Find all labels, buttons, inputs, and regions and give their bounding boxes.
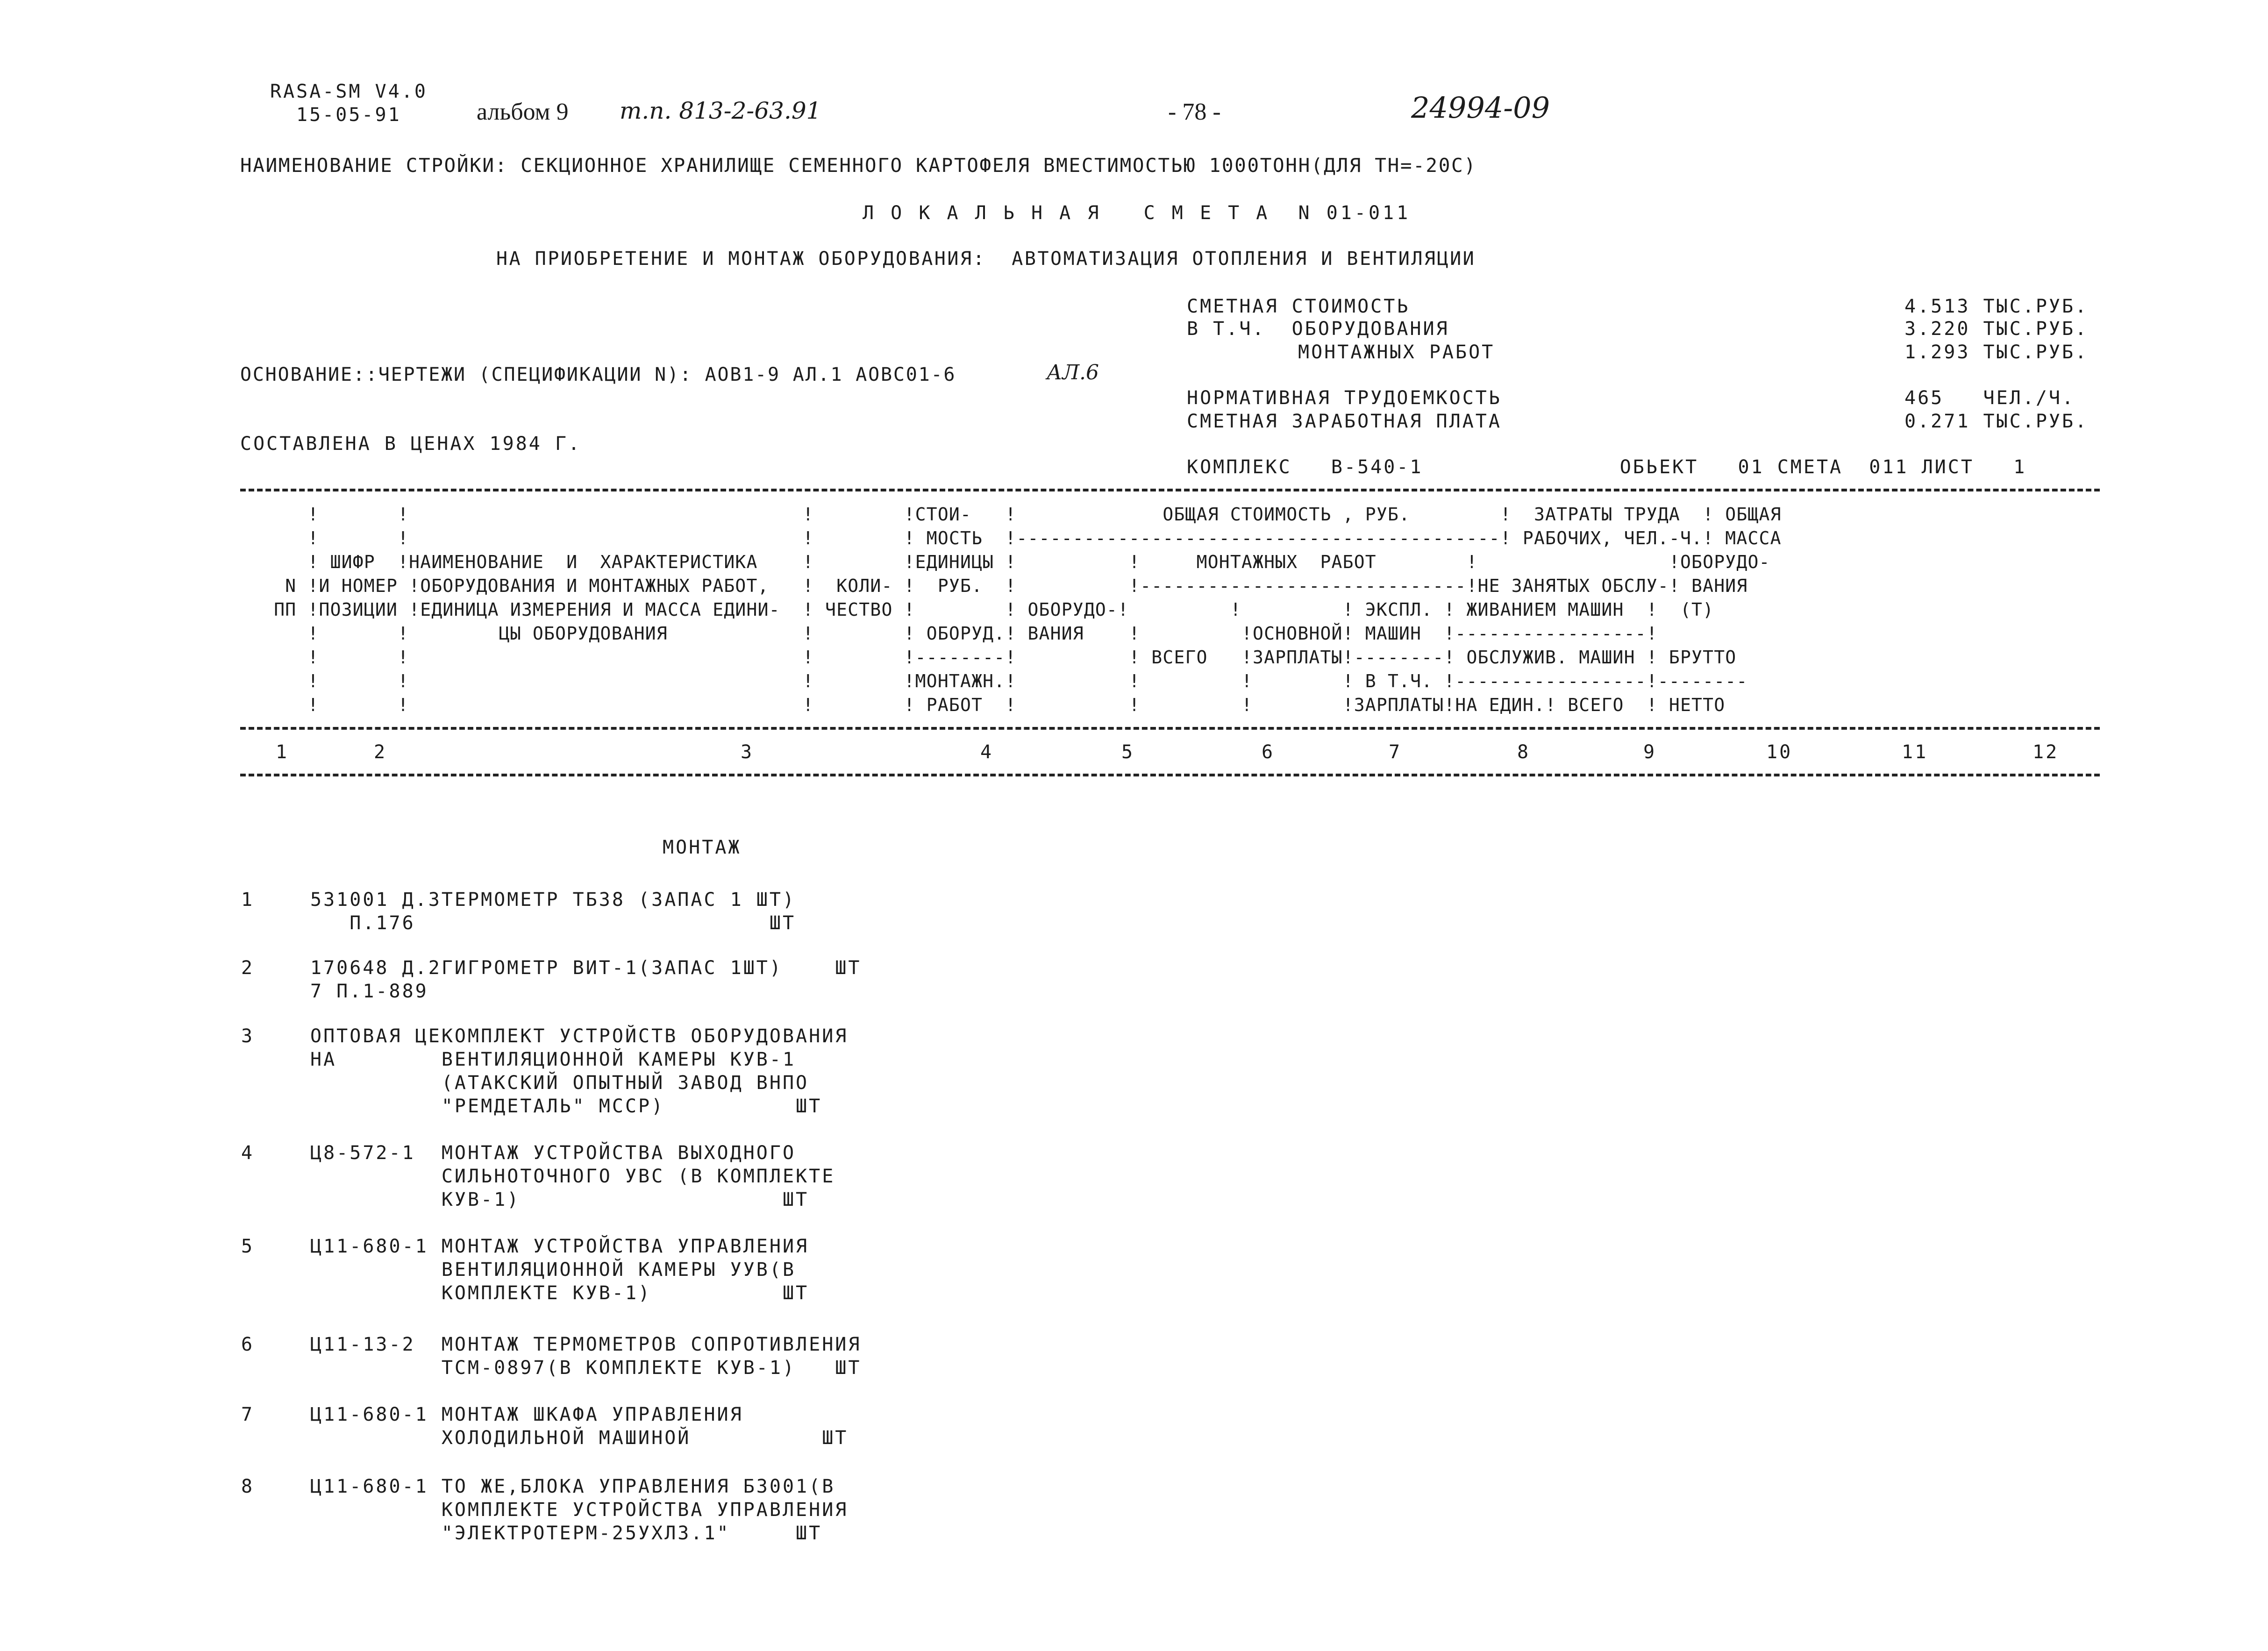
- table-header-line: ! ! ! ! РАБОТ ! ! ! !ЗАРПЛАТЫ!НА ЕДИН.! ВСЕГО ! НЕТТО: [240, 695, 1726, 715]
- row-description-line: ТСМ-0897(В КОМПЛЕКТЕ КУВ-1) ШТ: [310, 1357, 862, 1379]
- row-description-line: (АТАКСКИЙ ОПЫТНЫЙ ЗАВОД ВНПО: [310, 1072, 809, 1094]
- table-header-line: ! ! ! ! МОСТЬ !-------------------------------------------! РАБОЧИХ, ЧЕЛ.-Ч.! МАССА: [240, 528, 1782, 548]
- table-header-line: ПП !ПОЗИЦИИ !ЕДИНИЦА ИЗМЕРЕНИЯ И МАССА ЕДИНИ- ! ЧЕСТВО ! ! ОБОРУДО-! ! ! ЭКСПЛ. ! ЖИВАНИЕМ МАШИН ! (Т): [240, 599, 1714, 620]
- column-number: 11: [1902, 741, 1928, 763]
- row-description-line: "РЕМДЕТАЛЬ" МССР) ШТ: [310, 1096, 822, 1117]
- mounting-value: 1.293 ТЫС.РУБ.: [1904, 342, 2089, 363]
- column-number: 10: [1766, 741, 1793, 763]
- column-number: 6: [1262, 741, 1275, 763]
- basis-handwritten: АЛ.6: [1047, 361, 1099, 384]
- header-top-rule: [240, 489, 2100, 491]
- column-number: 9: [1643, 741, 1657, 763]
- equipment-label: В Т.Ч. ОБОРУДОВАНИЯ: [1187, 318, 1449, 340]
- column-number: 12: [2033, 741, 2059, 763]
- row-number: 4: [241, 1142, 255, 1164]
- row-description-line: КОМПЛЕКТЕ УСТРОЙСТВА УПРАВЛЕНИЯ: [310, 1499, 849, 1521]
- table-header-line: ! ШИФР !НАИМЕНОВАНИЕ И ХАРАКТЕРИСТИКА ! !ЕДИНИЦЫ ! ! МОНТАЖНЫХ РАБОТ ! !ОБОРУДО-: [240, 552, 1770, 572]
- column-number: 2: [374, 741, 387, 763]
- prices-line: СОСТАВЛЕНА В ЦЕНАХ 1984 Г.: [240, 433, 582, 455]
- labor-value: 465 ЧЕЛ./Ч.: [1904, 387, 2075, 409]
- row-description-line: П.176 ШТ: [310, 912, 796, 934]
- row-number: 7: [241, 1404, 255, 1425]
- row-description-line: ХОЛОДИЛЬНОЙ МАШИНОЙ ШТ: [310, 1427, 849, 1449]
- row-description-line: "ЭЛЕКТРОТЕРМ-25УХЛ3.1" ШТ: [310, 1523, 822, 1544]
- row-description-line: СИЛЬНОТОЧНОГО УВС (В КОМПЛЕКТЕ: [310, 1166, 835, 1187]
- basis-line: ОСНОВАНИЕ::ЧЕРТЕЖИ (СПЕЦИФИКАЦИИ N): АОВ1-9 АЛ.1 АОВС01-6: [240, 364, 956, 385]
- system-version: RASA-SM V4.0: [270, 81, 428, 102]
- row-description-line: ВЕНТИЛЯЦИОННОЙ КАМЕРЫ УУВ(В: [310, 1259, 796, 1281]
- row-number: 6: [241, 1334, 255, 1355]
- estimate-title: Л О К А Л Ь Н А Я С М Е Т А N 01-011: [863, 202, 1411, 224]
- row-description-line: КОМПЛЕКТЕ КУВ-1) ШТ: [310, 1282, 809, 1304]
- row-description-line: Ц11-13-2 МОНТАЖ ТЕРМОМЕТРОВ СОПРОТИВЛЕНИЯ: [310, 1334, 862, 1355]
- album-ref: т.п. 813-2-63.91: [620, 97, 821, 124]
- construction-title: НАИМЕНОВАНИЕ СТРОЙКИ: СЕКЦИОННОЕ ХРАНИЛИЩЕ СЕМЕННОГО КАРТОФЕЛЯ ВМЕСТИМОСТЬЮ 1000ТОНН(ДЛЯ ТН=-20С): [240, 154, 1477, 177]
- document-number: 24994-09: [1411, 91, 1550, 125]
- row-description-line: 531001 Д.3ТЕРМОМЕТР ТБ38 (ЗАПАС 1 ШТ): [310, 889, 796, 911]
- labor-label: НОРМАТИВНАЯ ТРУДОЕМКОСТЬ: [1187, 387, 1502, 409]
- row-description-line: НА ВЕНТИЛЯЦИОННОЙ КАМЕРЫ КУВ-1: [310, 1049, 796, 1070]
- table-header-line: ! ! ! !СТОИ- ! ОБЩАЯ СТОИМОСТЬ , РУБ. ! ЗАТРАТЫ ТРУДА ! ОБЩАЯ: [240, 504, 1782, 525]
- column-numbers: [0, 743, 2268, 766]
- header-bottom-rule: [240, 727, 2100, 730]
- cost-value: 4.513 ТЫС.РУБ.: [1904, 296, 2089, 317]
- column-number: 1: [276, 741, 289, 763]
- row-description-line: Ц11-680-1 ТО ЖЕ,БЛОКА УПРАВЛЕНИЯ Б3001(В: [310, 1476, 835, 1497]
- column-number: 5: [1121, 741, 1135, 763]
- complex-line: КОМПЛЕКС В-540-1 ОБЬЕКТ 01 СМЕТА 011 ЛИСТ 1: [1187, 456, 2027, 478]
- row-number: 8: [241, 1476, 255, 1497]
- row-description-line: ОПТОВАЯ ЦЕКОМПЛЕКТ УСТРОЙСТВ ОБОРУДОВАНИЯ: [310, 1025, 849, 1047]
- section-title: МОНТАЖ: [663, 837, 742, 858]
- print-date: 15-05-91: [296, 104, 401, 126]
- column-number: 4: [980, 741, 994, 763]
- row-description-line: Ц11-680-1 МОНТАЖ УСТРОЙСТВА УПРАВЛЕНИЯ: [310, 1236, 809, 1257]
- column-number: 8: [1517, 741, 1531, 763]
- mounting-label: МОНТАЖНЫХ РАБОТ: [1298, 342, 1495, 363]
- estimate-subject: НА ПРИОБРЕТЕНИЕ И МОНТАЖ ОБОРУДОВАНИЯ: АВТОМАТИЗАЦИЯ ОТОПЛЕНИЯ И ВЕНТИЛЯЦИИ: [496, 248, 1476, 270]
- cost-label: СМЕТНАЯ СТОИМОСТЬ: [1187, 296, 1410, 317]
- row-number: 2: [241, 957, 255, 979]
- row-description-line: Ц11-680-1 МОНТАЖ ШКАФА УПРАВЛЕНИЯ: [310, 1404, 743, 1425]
- table-header-line: ! ! ! !--------! ! ВСЕГО !ЗАРПЛАТЫ!--------! ОБСЛУЖИВ. МАШИН ! БРУТТО: [240, 647, 1737, 668]
- row-description-line: КУВ-1) ШТ: [310, 1189, 809, 1210]
- album-label: альбом 9: [477, 99, 569, 125]
- table-header-line: ! ! ! !МОНТАЖН.! ! ! ! В Т.Ч. !-----------------!--------: [240, 671, 1748, 691]
- table-header-line: ! ! ЦЫ ОБОРУДОВАНИЯ ! ! ОБОРУД.! ВАНИЯ ! !ОСНОВНОЙ! МАШИН !-----------------!: [240, 623, 1658, 644]
- row-description-line: Ц8-572-1 МОНТАЖ УСТРОЙСТВА ВЫХОДНОГО: [310, 1142, 796, 1164]
- wage-value: 0.271 ТЫС.РУБ.: [1904, 411, 2089, 432]
- column-number: 3: [741, 741, 754, 763]
- column-numbers-rule: [240, 774, 2100, 776]
- row-number: 1: [241, 889, 255, 911]
- equipment-value: 3.220 ТЫС.РУБ.: [1904, 318, 2089, 340]
- row-number: 5: [241, 1236, 255, 1257]
- row-number: 3: [241, 1025, 255, 1047]
- wage-label: СМЕТНАЯ ЗАРАБОТНАЯ ПЛАТА: [1187, 411, 1502, 432]
- column-number: 7: [1389, 741, 1402, 763]
- table-header-line: N !И НОМЕР !ОБОРУДОВАНИЯ И МОНТАЖНЫХ РАБОТ, ! КОЛИ- ! РУБ. ! !-----------------------------!НЕ ЗАНЯТЫХ ОБСЛУ-! ВАНИЯ: [240, 576, 1748, 596]
- row-description-line: 7 П.1-889: [310, 981, 428, 1002]
- row-description-line: 170648 Д.2ГИГРОМЕТР ВИТ-1(ЗАПАС 1ШТ) ШТ: [310, 957, 862, 979]
- page-number: - 78 -: [1168, 99, 1221, 125]
